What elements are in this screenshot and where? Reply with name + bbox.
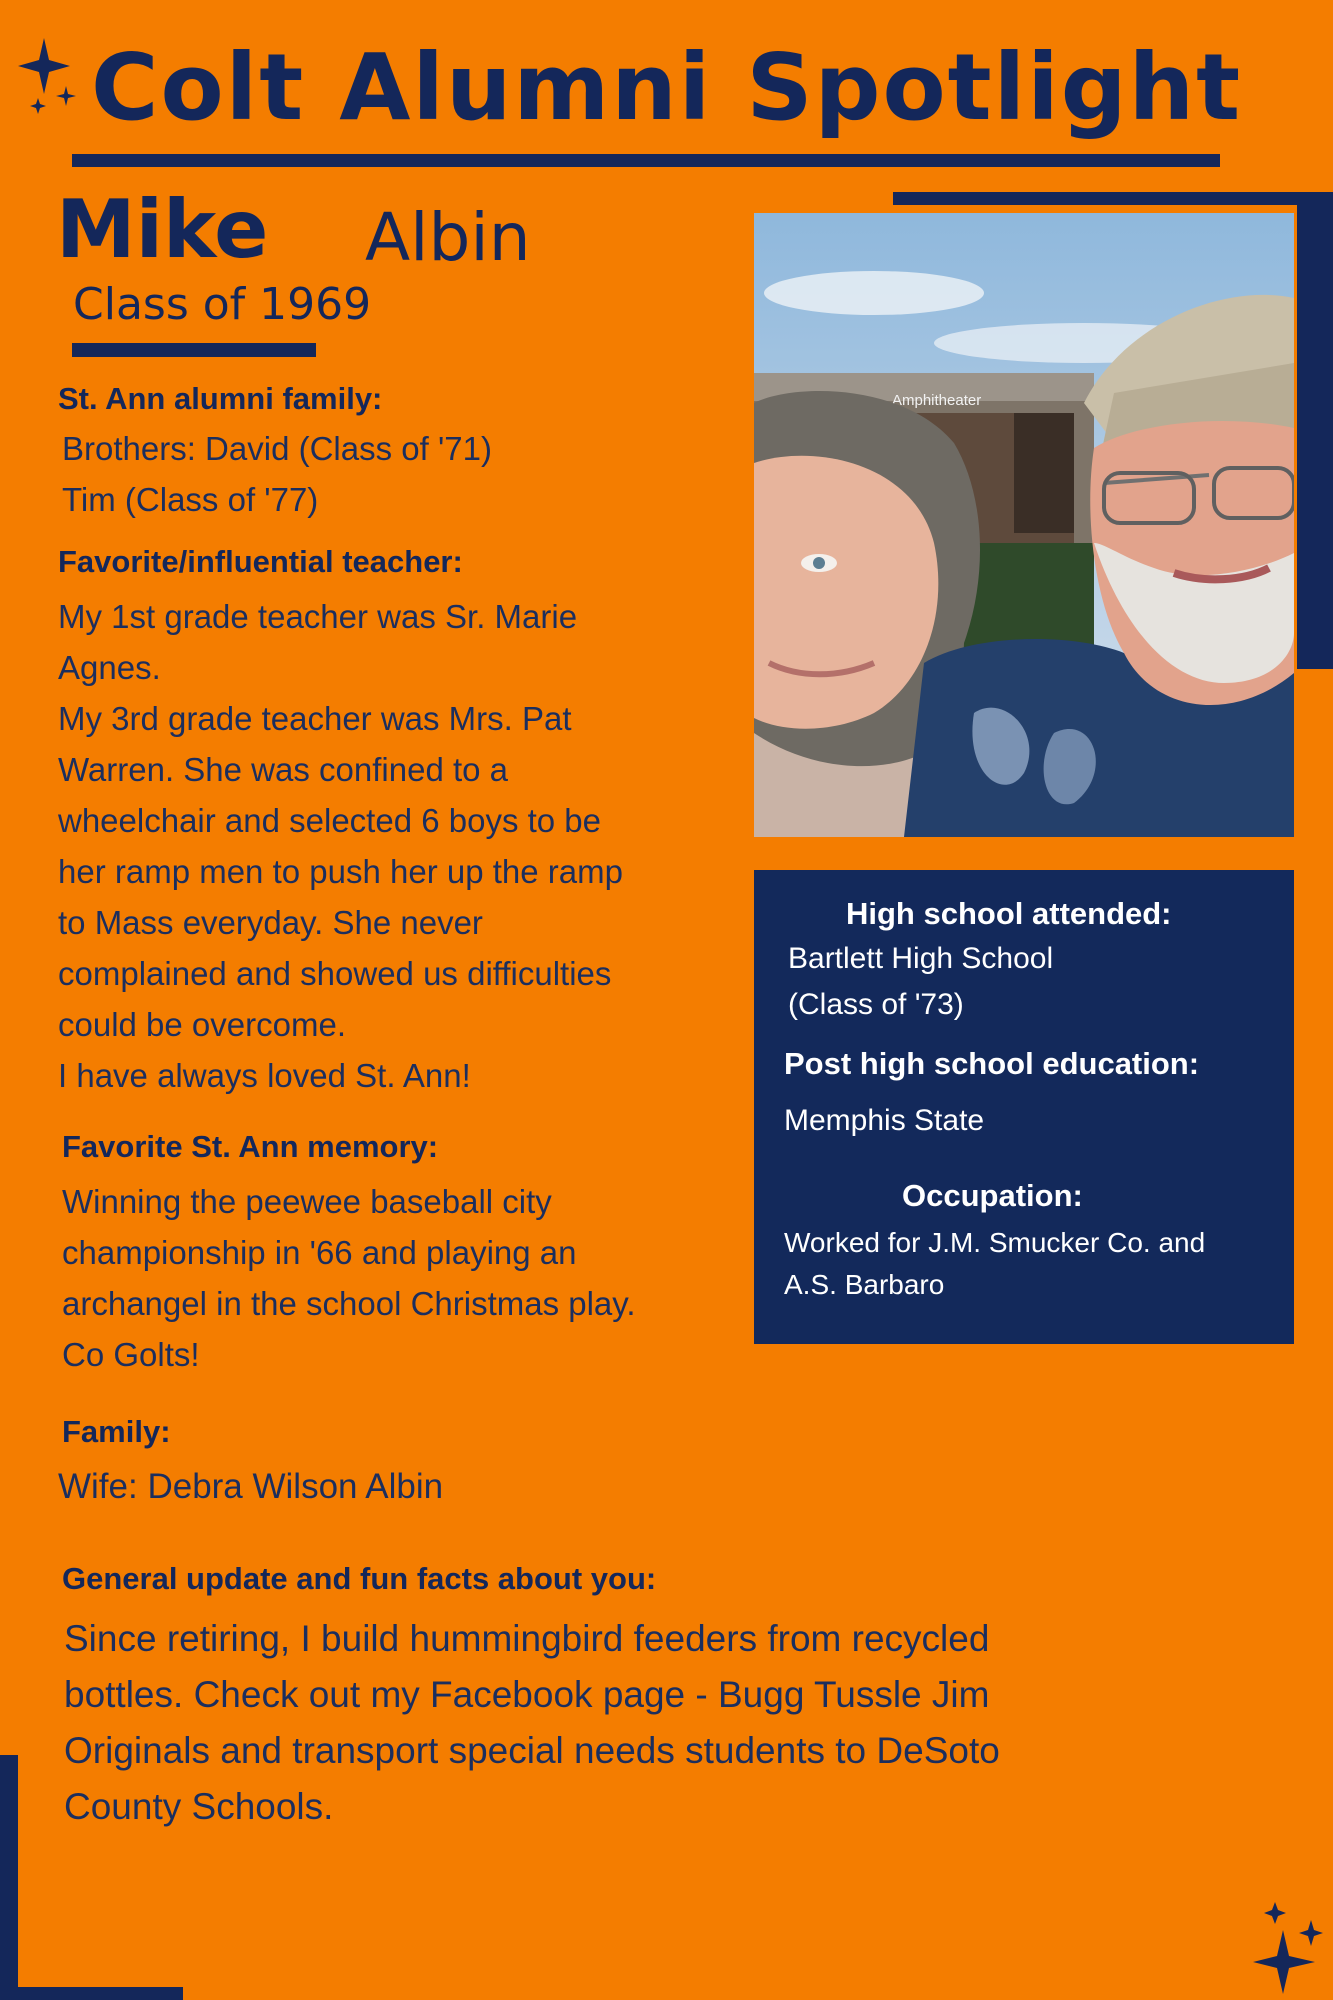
- occupation-heading: Occupation:: [902, 1178, 1083, 1213]
- corner-accent: [0, 1755, 18, 2000]
- family-heading: Family:: [62, 1414, 171, 1449]
- alumni-family-heading: St. Ann alumni family:: [58, 381, 383, 416]
- memory-line: Winning the peewee baseball city: [62, 1183, 552, 1220]
- teacher-heading: Favorite/influential teacher:: [58, 544, 463, 579]
- occupation-line: A.S. Barbaro: [784, 1269, 945, 1300]
- teacher-line: could be overcome.: [58, 1006, 346, 1043]
- high-school-line: (Class of '73): [788, 988, 964, 1021]
- teacher-line: complained and showed us difficulties: [58, 955, 612, 992]
- occupation-text: [784, 1222, 1205, 1306]
- memory-line: Co Golts!: [62, 1336, 200, 1373]
- update-line: County Schools.: [64, 1786, 334, 1827]
- post-education-text: Memphis State: [784, 1104, 985, 1137]
- teacher-line: My 1st grade teacher was Sr. Marie: [58, 598, 578, 635]
- teacher-line: My 3rd grade teacher was Mrs. Pat: [58, 700, 572, 737]
- first-name: Mike: [56, 183, 269, 276]
- memory-text: [62, 1176, 636, 1380]
- teacher-line: Agnes.: [58, 649, 161, 686]
- update-line: Since retiring, I build hummingbird feeders from recycled: [64, 1618, 990, 1659]
- high-school-text: [788, 936, 1053, 1028]
- title-underline: [72, 154, 1220, 167]
- teacher-line: wheelchair and selected 6 boys to be: [58, 802, 602, 839]
- name-underline: [72, 343, 316, 357]
- family-text: Wife: Debra Wilson Albin: [58, 1467, 444, 1506]
- alumni-family-line: Brothers: David (Class of '71): [62, 430, 492, 467]
- update-text: [64, 1611, 1000, 1835]
- teacher-line: to Mass everyday. She never: [58, 904, 483, 941]
- occupation-line: Worked for J.M. Smucker Co. and: [784, 1227, 1206, 1258]
- update-heading: General update and fun facts about you:: [62, 1561, 657, 1596]
- post-education-heading: Post high school education:: [784, 1046, 1200, 1081]
- update-line: bottles. Check out my Facebook page - Bugg Tussle Jim: [64, 1674, 990, 1715]
- class-year: Class of 1969: [73, 279, 372, 330]
- alumni-photo: [754, 213, 1294, 837]
- teacher-text: [58, 591, 623, 1101]
- photo-frame-accent-side: [1297, 192, 1333, 669]
- high-school-heading: High school attended:: [846, 896, 1172, 931]
- memory-line: archangel in the school Christmas play.: [62, 1285, 636, 1322]
- high-school-line: Bartlett High School: [788, 942, 1054, 975]
- memory-heading: Favorite St. Ann memory:: [62, 1129, 439, 1164]
- teacher-line: her ramp men to push her up the ramp: [58, 853, 623, 890]
- alumni-family-line: Tim (Class of '77): [62, 481, 319, 518]
- last-name: Albin: [365, 199, 531, 276]
- corner-accent-bottom: [0, 1987, 183, 2000]
- page-title: Colt Alumni Spotlight: [90, 34, 1243, 141]
- teacher-line: Warren. She was confined to a: [58, 751, 509, 788]
- alumni-family-text: [62, 423, 492, 525]
- amphitheater-sign: Amphitheater: [892, 392, 982, 409]
- sparkle-icon: [1253, 1900, 1323, 1995]
- teacher-line: I have always loved St. Ann!: [58, 1057, 471, 1094]
- photo-frame-accent: [893, 192, 1333, 205]
- info-box: [754, 870, 1294, 1344]
- update-line: Originals and transport special needs students to DeSoto: [64, 1730, 1000, 1771]
- memory-line: championship in '66 and playing an: [62, 1234, 577, 1271]
